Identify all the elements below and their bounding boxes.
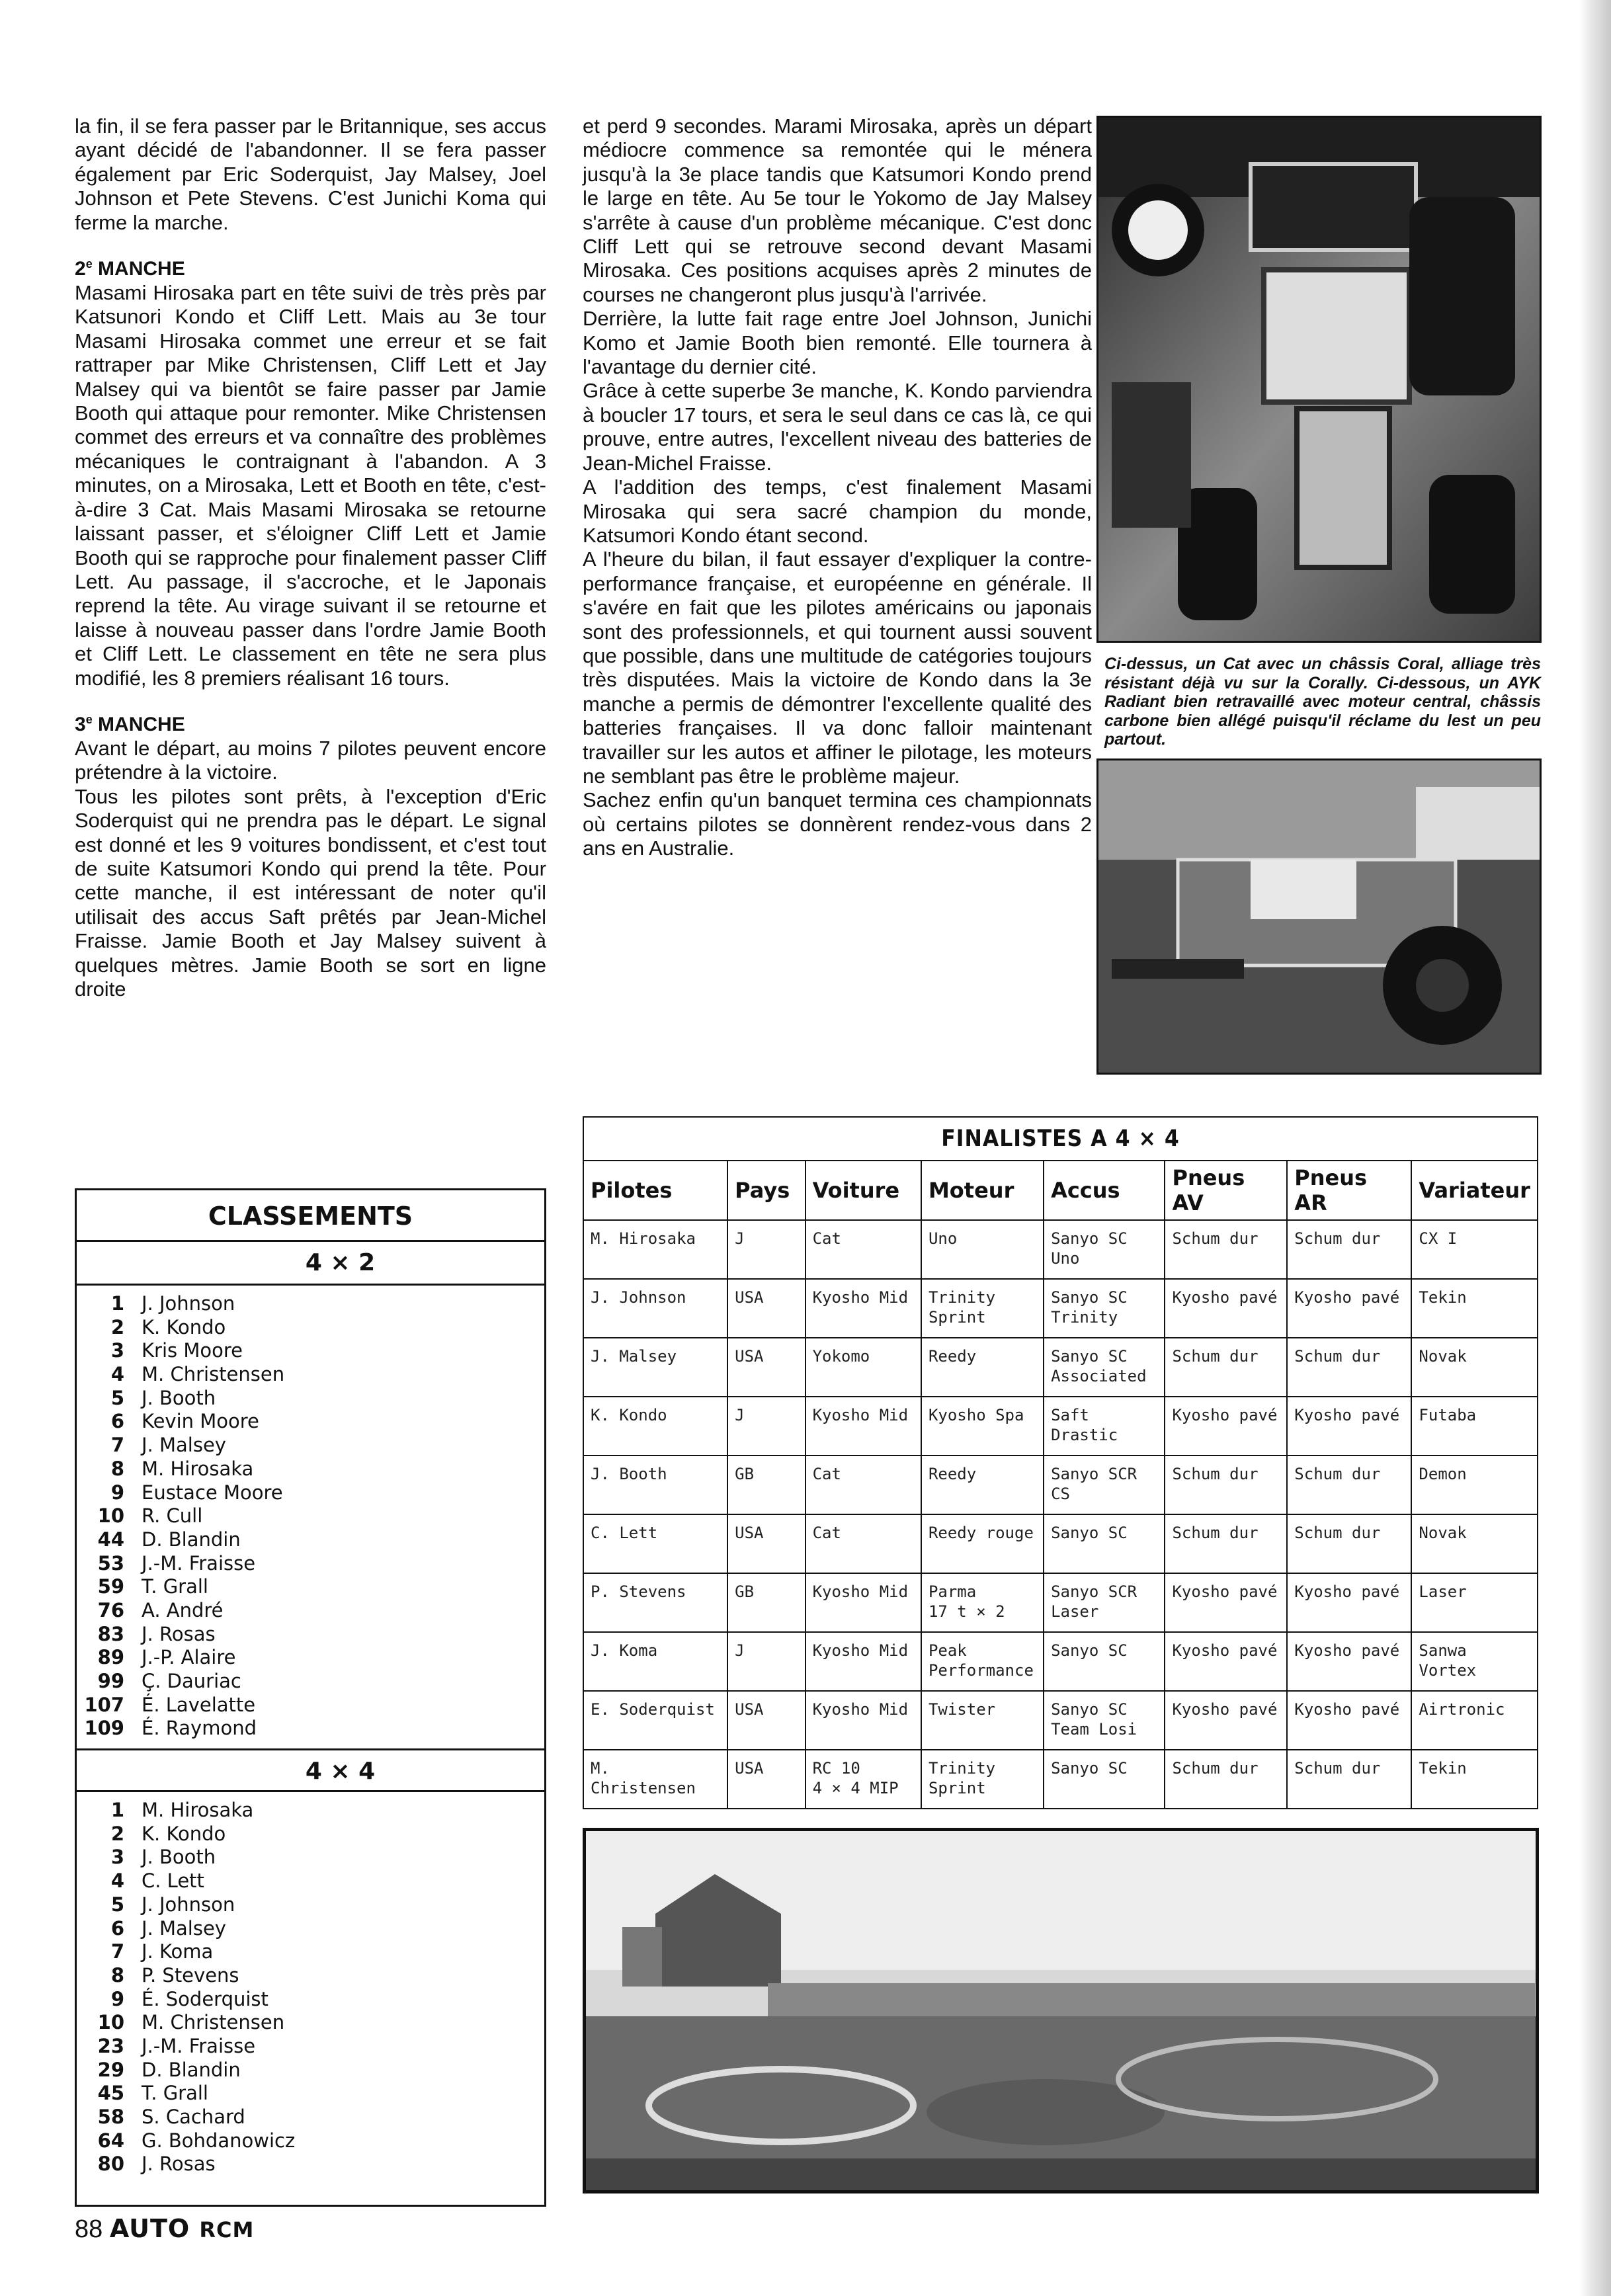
table-cell: M. Christensen	[583, 1750, 727, 1809]
section-heading: 2e MANCHE	[75, 257, 185, 280]
photo-caption: Ci-dessus, un Cat avec un châssis Coral, alliage très résistant déjà vu sur la Corally. Ci-dessous, un AYK Radiant bien retravaillé avec moteur central, châssis carbone bien allégé puisqu'il réclame du lest un peu partout.	[1104, 655, 1541, 749]
list-item	[77, 1670, 544, 1694]
table-cell: Trinity Sprint	[921, 1279, 1044, 1338]
pilot-name: J. Booth	[142, 1846, 216, 1869]
table-cell: Saft Drastic	[1044, 1397, 1165, 1456]
table-cell: Kyosho Mid	[806, 1573, 921, 1632]
rank-number: 5	[110, 1893, 124, 1916]
table-cell: Sanyo SC	[1044, 1750, 1165, 1809]
table-cell: Kyosho Mid	[806, 1397, 921, 1456]
rank-number: 6	[110, 1410, 124, 1433]
list-item	[77, 1599, 544, 1623]
ranking-list-4x2	[77, 1286, 544, 1741]
pilot-name: M. Christensen	[142, 2011, 285, 2034]
list-item	[77, 1694, 544, 1717]
table-cell: Novak	[1411, 1514, 1538, 1573]
table-row	[583, 1632, 1538, 1691]
list-item	[77, 1387, 544, 1411]
table-cell: USA	[727, 1338, 805, 1397]
list-item	[77, 1504, 544, 1528]
column-header: Voiture	[806, 1161, 921, 1220]
column-header: Accus	[1044, 1161, 1165, 1220]
list-item	[77, 2129, 544, 2153]
table-cell: Kyosho pavé	[1165, 1279, 1287, 1338]
pilot-name: T. Grall	[142, 2082, 208, 2105]
article-column-middle	[583, 114, 1092, 861]
pilot-name: D. Blandin	[142, 2058, 241, 2081]
column-header: Pays	[727, 1161, 805, 1220]
pilot-name: J.-M. Fraisse	[142, 2034, 256, 2057]
table-cell: USA	[727, 1691, 805, 1750]
pilot-name: J. Koma	[142, 1940, 214, 1963]
table-cell: Sanyo SCR CS	[1044, 1456, 1165, 1514]
table-cell: Laser	[1411, 1573, 1538, 1632]
photo-cat-chassis-image	[1098, 118, 1542, 643]
article-column-left	[75, 114, 546, 1001]
list-item	[77, 1869, 544, 1893]
table-cell: Sanyo SC	[1044, 1514, 1165, 1573]
pilot-name: M. Christensen	[142, 1363, 285, 1386]
table-cell: J. Johnson	[583, 1279, 727, 1338]
rank-number: 1	[110, 1799, 124, 1822]
column-header: Variateur	[1411, 1161, 1538, 1220]
table-cell: Sanyo SC Uno	[1044, 1220, 1165, 1279]
pilot-name: É. Soderquist	[142, 1987, 268, 2010]
pilot-name: K. Kondo	[142, 1315, 226, 1338]
list-item	[77, 1339, 544, 1363]
classements-subheading: 4 × 4	[77, 1748, 544, 1792]
pilot-name: J. Johnson	[142, 1893, 235, 1916]
page-number: 88	[75, 2215, 103, 2243]
table-row	[583, 1750, 1538, 1809]
table-row	[583, 1691, 1538, 1750]
table-cell: J	[727, 1397, 805, 1456]
table-cell: Kyosho pavé	[1287, 1397, 1411, 1456]
pilot-name: Ç. Dauriac	[142, 1670, 241, 1692]
rank-number: 3	[110, 1846, 124, 1869]
paragraph: Grâce à cette superbe 3e manche, K. Kondo parviendra à boucler 17 tours, et sera le seul dans ce cas là, ce qui prouve, entre autres, l'excellent niveau des batteries de Jean-Michel Fraisse.	[583, 379, 1092, 475]
list-item	[77, 2082, 544, 2106]
table-cell: Trinity Sprint	[921, 1750, 1044, 1809]
list-item	[77, 1528, 544, 1552]
table-row	[583, 1397, 1538, 1456]
finalists-table	[583, 1116, 1538, 1809]
table-cell: Kyosho Mid	[806, 1632, 921, 1691]
rank-number: 83	[97, 1622, 124, 1645]
paragraph: Derrière, la lutte fait rage entre Joel Johnson, Junichi Komo et Jamie Booth bien remonté. Elle tournera à l'avantage du dernier cité.	[583, 307, 1092, 379]
list-item	[77, 2059, 544, 2082]
pilot-name: G. Bohdanowicz	[142, 2129, 296, 2152]
finalists-title: FINALISTES A 4 × 4	[583, 1117, 1538, 1161]
table-cell: C. Lett	[583, 1514, 727, 1573]
section-heading: 3e MANCHE	[75, 712, 185, 735]
table-cell: GB	[727, 1456, 805, 1514]
table-cell: Cat	[806, 1514, 921, 1573]
table-cell: Kyosho pavé	[1165, 1573, 1287, 1632]
table-cell: Schum dur	[1287, 1338, 1411, 1397]
list-item	[77, 1623, 544, 1647]
table-cell: Uno	[921, 1220, 1044, 1279]
column-header: Pneus AV	[1165, 1161, 1287, 1220]
paragraph: et perd 9 secondes. Marami Mirosaka, après un départ médiocre commence sa remontée qui le ménera jusqu'à la 3e place tandis que Katsumori Kondo prend le large en tête. Au 5e tour le Yokomo de Jay Malsey s'arrête à cause d'un problème mécanique. C'est donc Cliff Lett qui se retrouve second devant Masami Mirosaka. Ces positions acquises après 2 minutes de courses ne changeront plus jusqu'à l'arrivée.	[583, 114, 1092, 306]
rank-number: 4	[110, 1869, 124, 1893]
table-cell: Sanyo SC Associated	[1044, 1338, 1165, 1397]
list-item	[77, 1434, 544, 1457]
rank-number: 99	[97, 1670, 124, 1692]
table-cell: Kyosho pavé	[1165, 1632, 1287, 1691]
rank-number: 64	[97, 2129, 124, 2152]
pilot-name: P. Stevens	[142, 1963, 239, 1987]
pilot-name: D. Blandin	[142, 1528, 241, 1551]
table-cell: Sanyo SC Trinity	[1044, 1279, 1165, 1338]
table-cell: Kyosho Mid	[806, 1691, 921, 1750]
list-item	[77, 1646, 544, 1670]
rank-number: 8	[110, 1457, 124, 1480]
table-cell: Sanyo SC Team Losi	[1044, 1691, 1165, 1750]
table-cell: USA	[727, 1514, 805, 1573]
pilot-name: É. Lavelatte	[142, 1693, 256, 1716]
table-cell: Reedy	[921, 1456, 1044, 1514]
page-edge-shadow	[1579, 0, 1611, 2296]
paragraph: la fin, il se fera passer par le Britannique, ses accus ayant décidé de l'abandonner. Il se fera passer également par Eric Soderquist, Jay Malsey, Joel Johnson et Pete Stevens. C'est Junichi Koma qui ferme la marche.	[75, 114, 546, 234]
table-row	[583, 1279, 1538, 1338]
rank-number: 9	[110, 1987, 124, 2010]
table-cell: Schum dur	[1165, 1514, 1287, 1573]
list-item	[77, 1988, 544, 2012]
table-cell: Parma 17 t × 2	[921, 1573, 1044, 1632]
table-cell: J. Malsey	[583, 1338, 727, 1397]
table-cell: Kyosho Spa	[921, 1397, 1044, 1456]
rank-number: 8	[110, 1963, 124, 1987]
table-row	[583, 1338, 1538, 1397]
table-cell: J. Booth	[583, 1456, 727, 1514]
list-item	[77, 1363, 544, 1387]
list-item	[77, 1964, 544, 1988]
pilot-name: J. Rosas	[142, 1622, 216, 1645]
table-cell: USA	[727, 1750, 805, 1809]
paragraph: A l'heure du bilan, il faut essayer d'expliquer la contre-performance française, et européenne en générale. Il s'avére en fait que les pilotes américains ou japonais sont des professionnels, et qui tournent aussi souvent que possible, dans une multitude de catégories toujours très disputées. Mais la victoire de Kondo dans la 3e manche a permis de démontrer l'excellente qualité des batteries françaises. Il va donc falloir maintenant travailler sur les autos et affiner le pilotage, les moteurs ne semblant pas être le problème majeur.	[583, 548, 1092, 788]
table-cell: Sanyo SC	[1044, 1632, 1165, 1691]
table-cell: Kyosho pavé	[1287, 1573, 1411, 1632]
rank-number: 2	[110, 1822, 124, 1845]
paragraph: Tous les pilotes sont prêts, à l'exception d'Eric Soderquist qui ne prendra pas le départ. Le signal est donné et les 9 voitures bondissent, et c'est tout de suite Katsumori Kondo qui prend la tête. Pour cette manche, il est intéressant de noter qu'il utilisait des accus Saft prêtés par Jean-Michel Fraisse. Jamie Booth et Jay Malsey suivent à quelques mètres. Jamie Booth se sort en ligne droite	[75, 784, 546, 1001]
column-header: Pilotes	[583, 1161, 727, 1220]
table-row	[583, 1514, 1538, 1573]
list-item	[77, 1292, 544, 1316]
pilot-name: R. Cull	[142, 1504, 203, 1528]
photo-ayk-radiant-image	[1098, 760, 1542, 1075]
pilot-name: Eustace Moore	[142, 1481, 283, 1504]
photo-track-panorama	[583, 1828, 1539, 2194]
table-cell: Peak Performance	[921, 1632, 1044, 1691]
pilot-name: M. Hirosaka	[142, 1457, 254, 1480]
table-cell: Tekin	[1411, 1750, 1538, 1809]
table-cell: Tekin	[1411, 1279, 1538, 1338]
table-cell: Kyosho pavé	[1165, 1691, 1287, 1750]
table-cell: Kyosho pavé	[1287, 1279, 1411, 1338]
pilot-name: É. Raymond	[142, 1717, 257, 1740]
list-item	[77, 1823, 544, 1846]
table-row	[583, 1220, 1538, 1279]
column-header: Moteur	[921, 1161, 1044, 1220]
rank-number: 80	[97, 2152, 124, 2176]
table-cell: Cat	[806, 1220, 921, 1279]
classements-subheading: 4 × 2	[77, 1242, 544, 1286]
pilot-name: S. Cachard	[142, 2106, 245, 2128]
table-cell: Yokomo	[806, 1338, 921, 1397]
table-cell: RC 10 4 × 4 MIP	[806, 1750, 921, 1809]
pilot-name: J.-M. Fraisse	[142, 1551, 256, 1575]
pilot-name: J.-P. Alaire	[142, 1646, 236, 1669]
table-row	[583, 1456, 1538, 1514]
rank-number: 23	[97, 2034, 124, 2057]
rank-number: 53	[97, 1551, 124, 1575]
paragraph: Avant le départ, au moins 7 pilotes peuvent encore prétendre à la victoire.	[75, 736, 546, 784]
table-cell: USA	[727, 1279, 805, 1338]
pilot-name: Kris Moore	[142, 1339, 243, 1362]
pilot-name: T. Grall	[142, 1575, 208, 1598]
rank-number: 4	[110, 1363, 124, 1386]
table-cell: Futaba	[1411, 1397, 1538, 1456]
table-cell: Schum dur	[1287, 1220, 1411, 1279]
pilot-name: A. André	[142, 1598, 224, 1621]
photo-track-panorama-image	[583, 1828, 1539, 2194]
rank-number: 89	[97, 1646, 124, 1669]
rank-number: 58	[97, 2106, 124, 2128]
list-item	[77, 1917, 544, 1941]
pilot-name: Kevin Moore	[142, 1410, 259, 1433]
rank-number: 9	[110, 1481, 124, 1504]
list-item	[77, 1846, 544, 1869]
pilot-name: C. Lett	[142, 1869, 204, 1893]
table-cell: M. Hirosaka	[583, 1220, 727, 1279]
list-item	[77, 1575, 544, 1599]
rank-number: 3	[110, 1339, 124, 1362]
pilot-name: J. Johnson	[142, 1292, 235, 1315]
table-cell: Schum dur	[1165, 1220, 1287, 1279]
rank-number: 7	[110, 1940, 124, 1963]
rank-number: 29	[97, 2058, 124, 2081]
table-cell: GB	[727, 1573, 805, 1632]
table-cell: J. Koma	[583, 1632, 727, 1691]
table-cell: Kyosho pavé	[1287, 1632, 1411, 1691]
rank-number: 5	[110, 1386, 124, 1409]
table-cell: Kyosho pavé	[1287, 1691, 1411, 1750]
table-cell: Kyosho pavé	[1165, 1397, 1287, 1456]
list-item	[77, 2152, 544, 2176]
list-item	[77, 1410, 544, 1434]
pilot-name: J. Malsey	[142, 1434, 226, 1457]
list-item	[77, 2106, 544, 2129]
table-cell: Schum dur	[1287, 1750, 1411, 1809]
list-item	[77, 1457, 544, 1481]
list-item	[77, 1316, 544, 1340]
table-cell: Schum dur	[1165, 1456, 1287, 1514]
list-item	[77, 2011, 544, 2035]
table-cell: Schum dur	[1165, 1338, 1287, 1397]
magazine-brand: AUTO RCM	[109, 2214, 255, 2243]
rank-number: 59	[97, 1575, 124, 1598]
table-cell: J	[727, 1220, 805, 1279]
photo-ayk-radiant	[1096, 758, 1542, 1075]
table-cell: Airtronic	[1411, 1691, 1538, 1750]
rank-number: 109	[84, 1717, 124, 1740]
photo-cat-chassis	[1096, 116, 1542, 643]
table-cell: Demon	[1411, 1456, 1538, 1514]
pilot-name: J. Booth	[142, 1386, 216, 1409]
table-cell: Schum dur	[1287, 1514, 1411, 1573]
table-cell: Cat	[806, 1456, 921, 1514]
table-cell: CX I	[1411, 1220, 1538, 1279]
table-cell: Sanwa Vortex	[1411, 1632, 1538, 1691]
table-cell: J	[727, 1632, 805, 1691]
table-cell: Reedy	[921, 1338, 1044, 1397]
pilot-name: M. Hirosaka	[142, 1799, 254, 1822]
rank-number: 76	[97, 1598, 124, 1621]
rank-number: 6	[110, 1916, 124, 1940]
pilot-name: K. Kondo	[142, 1822, 226, 1845]
ranking-list-4x4	[77, 1792, 544, 2176]
column-header: Pneus AR	[1287, 1161, 1411, 1220]
rank-number: 2	[110, 1315, 124, 1338]
list-item	[77, 1893, 544, 1917]
table-row	[583, 1573, 1538, 1632]
rank-number: 10	[97, 2011, 124, 2034]
paragraph: A l'addition des temps, c'est finalement Masami Mirosaka qui sera sacré champion du monde, Katsumori Kondo étant second.	[583, 475, 1092, 547]
classements-box	[75, 1188, 546, 2207]
paragraph: Sachez enfin qu'un banquet termina ces championnats où certains pilotes se donnèrent rendez-vous dans 2 ans en Australie.	[583, 788, 1092, 860]
paragraph: Masami Hirosaka part en tête suivi de très près par Katsunori Kondo et Cliff Lett. Mais au 3e tour Masami Hirosaka commet une erreur et se fait rattraper par Mike Christensen, Cliff Lett et Jay Malsey qui va bientôt se faire passer par Jamie Booth qui attaque pour remonter. Mike Christensen commet des erreurs et va connaître des problèmes mécaniques le contraignant à l'abandon. A 3 minutes, on a Mirosaka, Lett et Booth en tête, c'est-à-dire 3 Cat. Mais Masami Mirosaka se retourne laissant passer, et s'éloigner Cliff Lett et Jamie Booth qui se rapproche pour finalement passer Cliff Lett. Au passage, il s'accroche, et le Japonais reprend la tête. Au virage suivant il se retourne et laisse à nouveau passer dans l'ordre Jamie Booth et Cliff Lett. Le classement en tête ne sera plus modifié, les 8 premiers réalisant 16 tours.	[75, 281, 546, 690]
pilot-name: J. Rosas	[142, 2152, 216, 2176]
rank-number: 10	[97, 1504, 124, 1528]
table-cell: Reedy rouge	[921, 1514, 1044, 1573]
list-item	[77, 1552, 544, 1576]
list-item	[77, 1799, 544, 1823]
rank-number: 1	[110, 1292, 124, 1315]
rank-number: 45	[97, 2082, 124, 2105]
list-item	[77, 1481, 544, 1505]
pilot-name: J. Malsey	[142, 1916, 226, 1940]
list-item	[77, 2035, 544, 2059]
table-cell: E. Soderquist	[583, 1691, 727, 1750]
table-cell: Sanyo SCR Laser	[1044, 1573, 1165, 1632]
table-cell: K. Kondo	[583, 1397, 727, 1456]
rank-number: 7	[110, 1434, 124, 1457]
table-cell: Twister	[921, 1691, 1044, 1750]
table-cell: Schum dur	[1287, 1456, 1411, 1514]
table-cell: Novak	[1411, 1338, 1538, 1397]
list-item	[77, 1717, 544, 1741]
table-cell: Kyosho Mid	[806, 1279, 921, 1338]
table-cell: P. Stevens	[583, 1573, 727, 1632]
page-footer	[75, 2213, 254, 2246]
rank-number: 44	[97, 1528, 124, 1551]
table-cell: Schum dur	[1165, 1750, 1287, 1809]
list-item	[77, 1940, 544, 1964]
classements-title: CLASSEMENTS	[77, 1190, 544, 1242]
rank-number: 107	[84, 1693, 124, 1716]
